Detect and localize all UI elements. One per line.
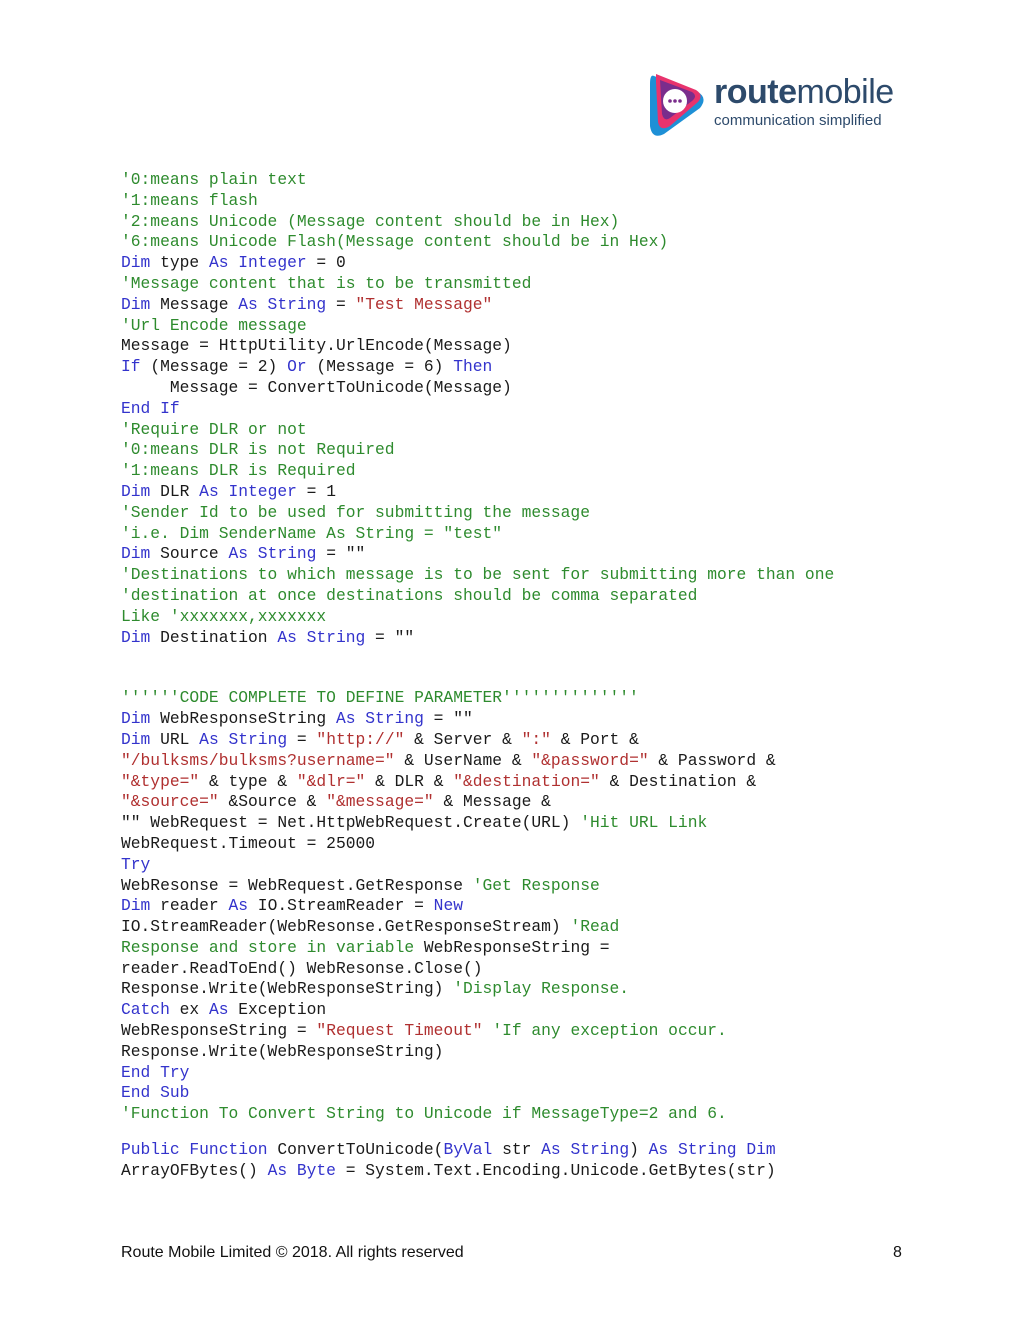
code-token: As String	[335, 709, 424, 729]
code-line	[121, 896, 981, 917]
code-token: '2:means Unicode (Message content should be in Hex)	[121, 211, 620, 231]
code-token: ''''''CODE COMPLETE TO DEFINE PARAMETER''''''''''''''	[121, 688, 639, 708]
code-token: = ""	[423, 709, 473, 729]
code-line	[121, 357, 981, 378]
code-token: =	[287, 729, 317, 749]
code-token: (Message = 6)	[306, 357, 454, 377]
code-line	[121, 482, 981, 503]
code-line	[121, 628, 981, 649]
code-line	[121, 503, 981, 524]
code-line	[121, 212, 981, 233]
code-token: End If	[121, 398, 180, 418]
code-line	[121, 709, 981, 730]
code-token: ConvertToUnicode(	[267, 1140, 444, 1160]
code-line	[121, 232, 981, 253]
code-token: WebResponseString =	[121, 1021, 317, 1041]
code-token: Public Function	[121, 1140, 268, 1160]
code-token: End Sub	[121, 1083, 190, 1103]
code-token: As Integer	[208, 253, 307, 273]
code-line	[121, 565, 981, 586]
code-token: As String	[277, 627, 366, 647]
code-token: "&type="	[121, 771, 200, 791]
code-token: & Destination &	[599, 771, 757, 791]
code-token: Catch	[121, 1000, 170, 1020]
code-line	[121, 336, 981, 357]
code-line	[121, 772, 981, 793]
code-line	[121, 1063, 981, 1084]
code-token: Response and store in variable	[121, 937, 415, 957]
code-token: & Message &	[433, 792, 551, 812]
code-token: As String	[228, 544, 317, 564]
code-token: As String	[238, 294, 327, 314]
code-token: ByVal	[443, 1140, 493, 1160]
code-token: IO.StreamReader =	[248, 896, 434, 916]
code-token: "Test Message"	[355, 294, 493, 314]
code-token: = System.Text.Encoding.Unicode.GetBytes(str)	[335, 1160, 776, 1180]
code-token: '0:means DLR is not Required	[121, 440, 395, 460]
code-token: '0:means plain text	[121, 170, 307, 189]
code-token: "Request Timeout"	[316, 1021, 483, 1041]
code-token: Exception	[228, 1000, 327, 1020]
code-token: reader.ReadToEnd() WebResonse.Close()	[121, 958, 483, 978]
code-token: Dim	[121, 544, 151, 564]
code-token: '1:means DLR is Required	[121, 461, 356, 481]
code-spacer	[121, 1125, 981, 1140]
code-token: DLR	[150, 481, 200, 501]
code-line	[121, 544, 981, 565]
code-token: "&destination="	[453, 771, 600, 791]
code-line	[121, 1161, 981, 1182]
code-token: 'Destinations to which message is to be sent for submitting more than one	[121, 565, 835, 585]
code-token: "&dlr="	[296, 771, 366, 791]
code-token: 'Function To Convert String to Unicode if MessageType=2 and 6.	[121, 1104, 727, 1124]
code-token: "/bulksms/bulksms?username="	[121, 750, 395, 770]
code-token: Try	[121, 854, 151, 874]
code-token: Or	[287, 357, 307, 377]
code-token: WebResponseString	[150, 709, 336, 729]
code-token: & Password &	[648, 750, 776, 770]
code-line	[121, 399, 981, 420]
logo-tagline: communication simplified	[714, 112, 882, 129]
code-line	[121, 1021, 981, 1042]
code-token: 'Message content that is to be transmitted	[121, 273, 532, 293]
code-line	[121, 1104, 981, 1125]
code-token: Like 'xxxxxxx,xxxxxxx	[121, 606, 327, 626]
code-token: New	[433, 896, 463, 916]
code-token: "&source="	[121, 792, 219, 812]
code-token: As	[208, 1000, 229, 1020]
footer-copyright: Route Mobile Limited © 2018. All rights reserved	[121, 1244, 464, 1261]
page-number: 8	[893, 1244, 902, 1261]
code-line	[121, 607, 981, 628]
logo-wordmark	[714, 74, 894, 110]
code-token: As String	[199, 729, 288, 749]
code-token: As Byte	[267, 1160, 336, 1180]
code-token	[483, 1021, 493, 1040]
code-listing	[121, 170, 981, 1182]
code-token: 'Hit URL Link	[580, 813, 708, 833]
logo-word-bold: route	[714, 73, 797, 111]
code-line	[121, 751, 981, 772]
code-token: (Message = 2)	[140, 357, 288, 377]
code-token: = ""	[316, 544, 366, 564]
code-line	[121, 420, 981, 441]
code-token: =	[326, 294, 356, 314]
code-line	[121, 378, 981, 399]
code-token: = 1	[296, 481, 336, 501]
code-line	[121, 295, 981, 316]
code-line	[121, 440, 981, 461]
code-token: & type &	[199, 771, 297, 791]
code-token: = 0	[306, 253, 346, 273]
code-line	[121, 191, 981, 212]
code-token: ArrayOFBytes()	[121, 1160, 268, 1180]
code-token: type	[150, 253, 209, 273]
code-token: Dim	[121, 729, 151, 749]
code-token: 'destination at once destinations should be comma separated	[121, 585, 698, 605]
code-token: ex	[169, 1000, 209, 1020]
code-token: & Port &	[550, 729, 639, 749]
code-line	[121, 170, 981, 191]
code-line	[121, 730, 981, 751]
code-line	[121, 792, 981, 813]
code-token: Message = HttpUtility.UrlEncode(Message)	[121, 336, 512, 356]
code-token: ":"	[521, 729, 551, 749]
code-token: WebResonse = WebRequest.GetResponse	[121, 875, 473, 895]
code-token: Response.Write(WebResponseString)	[121, 979, 454, 999]
route-mobile-logo-icon	[646, 68, 708, 140]
code-line	[121, 524, 981, 545]
code-token: = ""	[365, 627, 415, 647]
code-line	[121, 1140, 981, 1161]
code-token: Source	[150, 544, 229, 564]
code-token: 'Url Encode message	[121, 315, 307, 335]
code-line	[121, 1000, 981, 1021]
code-token: Destination	[150, 627, 278, 647]
code-token: &Source &	[218, 792, 327, 812]
code-token: Dim	[121, 627, 151, 647]
code-token: 'Get Response	[472, 875, 600, 895]
code-token: 'Read	[570, 917, 620, 937]
code-line	[121, 461, 981, 482]
logo-word-light: mobile	[796, 73, 894, 111]
code-token: "http://"	[316, 729, 405, 749]
code-token: 'Require DLR or not	[121, 419, 307, 439]
code-token: Dim	[121, 481, 151, 501]
code-token: & UserName &	[394, 750, 532, 770]
code-token: 'Display Response.	[453, 979, 630, 999]
code-line	[121, 959, 981, 980]
code-token: 'i.e. Dim SenderName As String = "test"	[121, 523, 503, 543]
code-token: 'Sender Id to be used for submitting the message	[121, 502, 590, 522]
code-line	[121, 253, 981, 274]
code-token: Then	[453, 357, 493, 377]
code-token: As Integer	[199, 481, 297, 501]
code-token: str	[492, 1140, 542, 1160]
code-token: Dim	[121, 294, 151, 314]
code-spacer	[121, 648, 981, 688]
code-token: As String Dim	[648, 1140, 776, 1160]
code-token: "&message="	[326, 792, 434, 812]
code-token: WebResponseString =	[414, 937, 610, 957]
code-token: "" WebRequest = Net.HttpWebRequest.Create(URL)	[121, 813, 581, 833]
code-token: "&password="	[531, 750, 649, 770]
code-token: '6:means Unicode Flash(Message content should be in Hex)	[121, 232, 669, 252]
code-line	[121, 1042, 981, 1063]
code-token: End Try	[121, 1062, 190, 1082]
code-token: Dim	[121, 253, 151, 273]
code-token: )	[629, 1140, 649, 1160]
code-token: Dim	[121, 709, 151, 729]
code-line	[121, 917, 981, 938]
code-line	[121, 834, 981, 855]
code-line	[121, 586, 981, 607]
code-token: URL	[150, 729, 200, 749]
code-line	[121, 316, 981, 337]
code-token: Dim	[121, 896, 151, 916]
code-token: Response.Write(WebResponseString)	[121, 1041, 444, 1061]
route-mobile-logo	[646, 68, 906, 144]
code-token: & Server &	[404, 729, 522, 749]
code-token: IO.StreamReader(WebResonse.GetResponseStream)	[121, 917, 571, 937]
code-line	[121, 876, 981, 897]
code-token: reader	[150, 896, 229, 916]
code-token: If	[121, 357, 141, 377]
code-token: Message	[150, 294, 239, 314]
code-token: As String	[541, 1140, 630, 1160]
code-line	[121, 688, 981, 709]
code-token: WebRequest.Timeout = 25000	[121, 833, 376, 853]
code-line	[121, 1083, 981, 1104]
code-line	[121, 274, 981, 295]
code-line	[121, 979, 981, 1000]
code-line	[121, 855, 981, 876]
code-line	[121, 813, 981, 834]
code-token: 'If any exception occur.	[492, 1021, 727, 1041]
code-token: & DLR &	[365, 771, 454, 791]
code-token: '1:means flash	[121, 190, 258, 210]
code-token: As	[228, 896, 249, 916]
code-token: Message = ConvertToUnicode(Message)	[121, 377, 512, 397]
code-line	[121, 938, 981, 959]
